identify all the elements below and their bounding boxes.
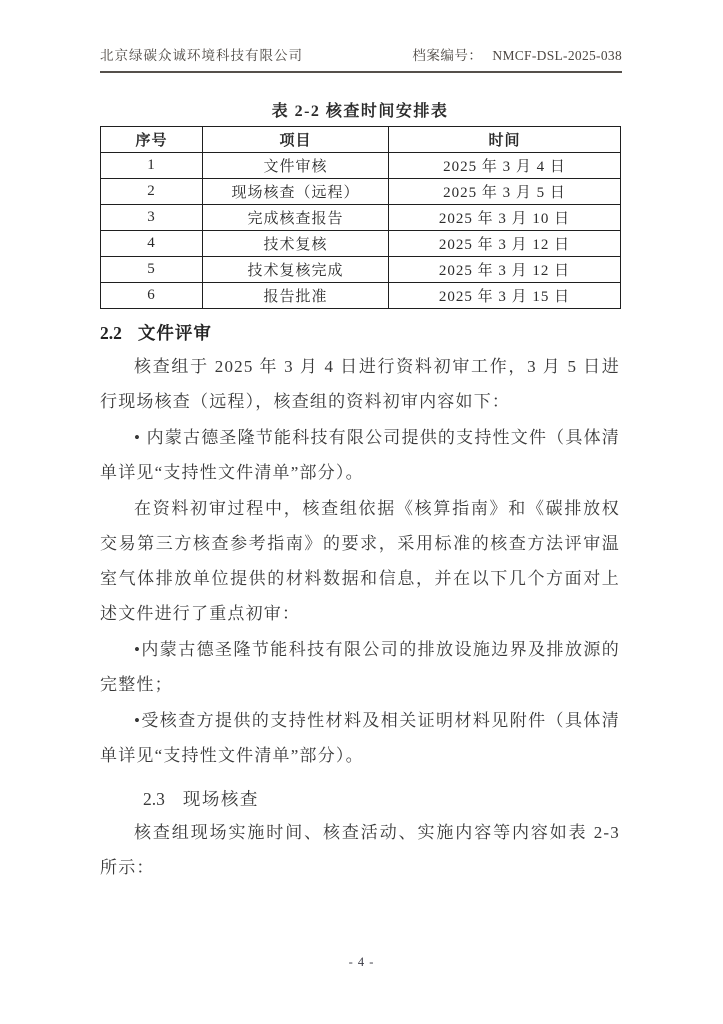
cell-item: 完成核查报告 [203,205,389,231]
paragraph-onsite-verification: 核查组现场实施时间、核查活动、实施内容等内容如表 2-3 所示： [100,823,620,877]
section-title: 现场核查 [182,789,259,809]
archive-label: 档案编号： [412,48,483,63]
cell-item: 报告批准 [203,283,389,309]
section-heading-2-2 [100,320,620,345]
verification-schedule-table [100,126,621,309]
archive-value: NMCF-DSL-2025-038 [492,48,622,63]
table-row [101,231,621,257]
table-row [101,179,621,205]
table-row [101,257,621,283]
cell-seq: 2 [101,179,203,205]
section-number: 2.2 [100,323,122,343]
cell-seq: 1 [101,153,203,179]
cell-item: 技术复核 [203,231,389,257]
cell-item: 现场核查（远程） [203,179,389,205]
section-title: 文件评审 [137,323,212,343]
cell-seq: 5 [101,257,203,283]
header-company-name: 北京绿碳众诚环境科技有限公司 [100,48,303,63]
paragraph-initial-review: 核查组于 2025 年 3 月 4 日进行资料初审工作，3 月 5 日进行现场核查（远程），核查组的资料初审内容如下： [100,357,620,411]
column-header-item: 项目 [203,127,389,153]
bullet-item-supporting-documents: • 内蒙古德圣隆节能科技有限公司提供的支持性文件（具体清单详见“支持性文件清单”部分）。 [100,428,620,482]
section-number: 2.3 [143,789,165,809]
table-row [101,205,621,231]
section-heading-2-3 [143,786,620,811]
table-row [101,283,621,309]
column-header-seq: 序号 [101,127,203,153]
cell-seq: 3 [101,205,203,231]
page-header [100,44,622,73]
cell-seq: 6 [101,283,203,309]
bullet-item-boundary-completeness: •内蒙古德圣隆节能科技有限公司的排放设施边界及排放源的完整性； [100,640,620,694]
bullet-item-materials-attachment: •受核查方提供的支持性材料及相关证明材料见附件（具体清单详见“支持性文件清单”部分）。 [100,711,620,765]
cell-time: 2025 年 3 月 4 日 [389,153,621,179]
cell-item: 技术复核完成 [203,257,389,283]
table-row [101,153,621,179]
column-header-time: 时间 [389,127,621,153]
header-archive-number [412,44,622,64]
cell-item: 文件审核 [203,153,389,179]
cell-time: 2025 年 3 月 12 日 [389,257,621,283]
paragraph-review-process: 在资料初审过程中，核查组依据《核算指南》和《碳排放权交易第三方核查参考指南》的要求，采用标准的核查方法评审温室气体排放单位提供的材料数据和信息，并在以下几个方面对上述文件进行了重点初审： [100,499,620,623]
cell-time: 2025 年 3 月 10 日 [389,205,621,231]
table-title: 表 2-2 核查时间安排表 [271,103,449,120]
document-body [100,74,620,886]
table-header-row [101,127,621,153]
page-number: - 4 - [348,955,375,969]
cell-seq: 4 [101,231,203,257]
cell-time: 2025 年 3 月 12 日 [389,231,621,257]
cell-time: 2025 年 3 月 15 日 [389,283,621,309]
cell-time: 2025 年 3 月 5 日 [389,179,621,205]
